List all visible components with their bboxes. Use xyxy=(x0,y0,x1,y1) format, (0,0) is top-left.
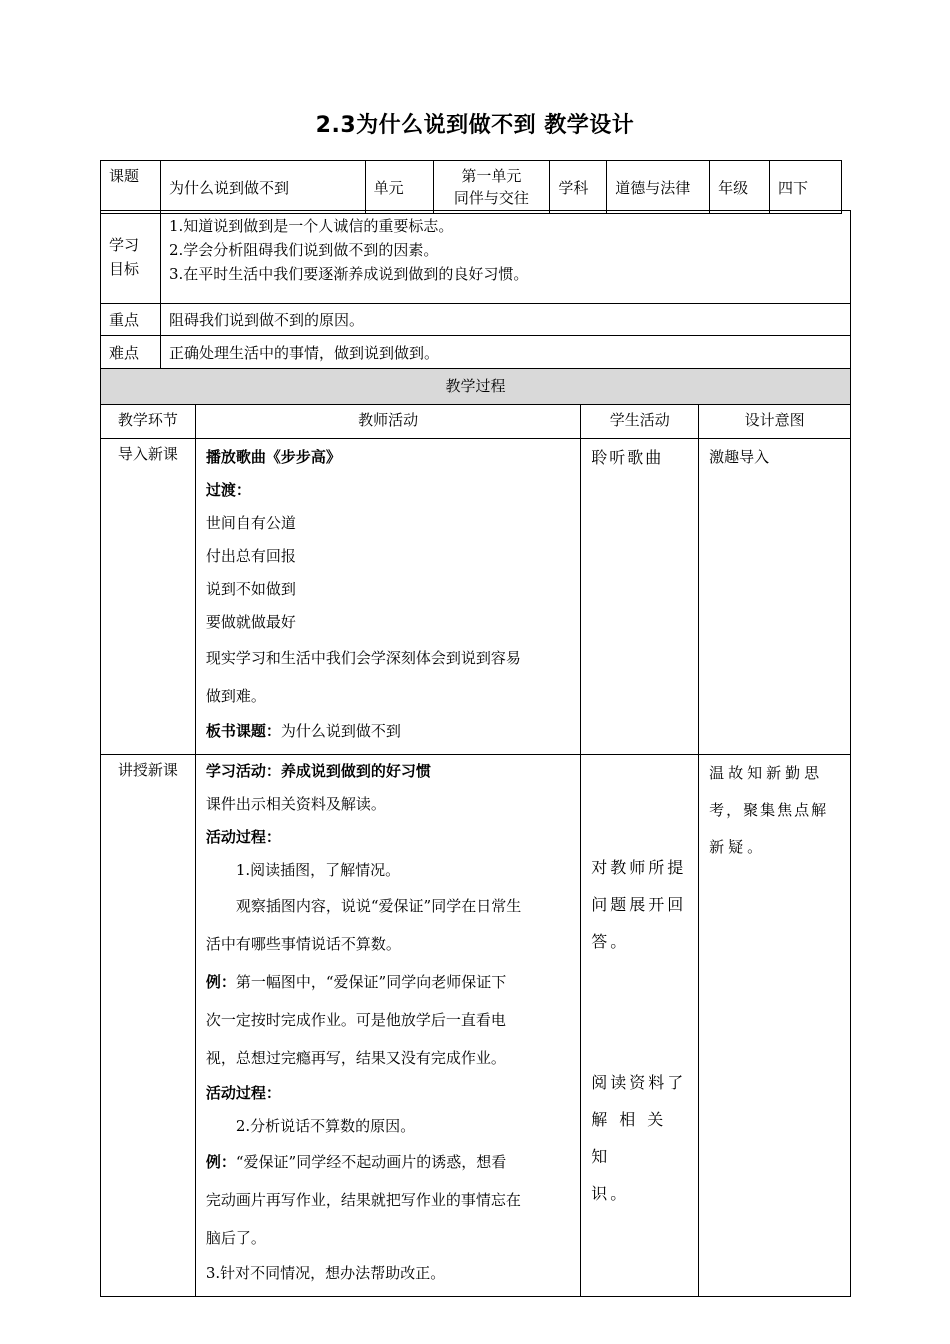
goals-label xyxy=(101,211,161,304)
process-band-row xyxy=(101,369,851,405)
teach-student1-line1: 对教师所提 xyxy=(591,858,687,877)
goals-list xyxy=(161,211,851,304)
teach-example-label: 例： xyxy=(205,973,236,991)
key-value: 阻碍我们说到做不到的原因。 xyxy=(161,304,851,336)
intro-transition-label: 过渡： xyxy=(205,481,251,499)
teach-student-spacer2 xyxy=(591,960,688,1064)
unit-value-line2: 同伴与交往 xyxy=(453,189,529,207)
teach-observe-line2: 活中有哪些事情说话不算数。 xyxy=(205,935,401,953)
teach-step1: 1.阅读插图，了解情况。 xyxy=(235,861,401,879)
grade-label: 年级 xyxy=(710,161,770,214)
goals-row xyxy=(101,211,851,304)
intro-board xyxy=(206,715,570,748)
teach-example2-text1: “爱保证”同学经不起动画片的诱惑，想看 xyxy=(235,1153,507,1171)
intro-reality-line2: 做到难。 xyxy=(205,687,266,705)
goals-label-line1: 学习 xyxy=(109,236,140,254)
teach-process-label: 活动过程： xyxy=(205,828,281,846)
intro-student-text: 聆听歌曲 xyxy=(591,448,664,467)
teach-student2-line2: 解相关知 xyxy=(591,1110,676,1166)
subject-label: 学科 xyxy=(550,161,607,214)
unit-label: 单元 xyxy=(365,161,433,214)
intro-design xyxy=(699,439,851,755)
difficulty-row xyxy=(101,336,851,369)
teach-activity-title: 学习活动：养成说到做到的好习惯 xyxy=(205,762,431,780)
teach-observe-line1: 观察插图内容，说说“爱保证”同学在日常生 xyxy=(235,897,522,915)
teach-design-line2: 考，聚集焦点解 xyxy=(709,801,829,819)
intro-reality-line1: 现实学习和生活中我们会学深刻体会到说到容易 xyxy=(205,649,521,667)
teach-teacher xyxy=(195,755,580,1297)
unit-value xyxy=(433,161,550,214)
teach-example1-line1 xyxy=(206,963,570,1001)
grade-value: 四下 xyxy=(770,161,842,214)
teach-stage: 讲授新课 xyxy=(101,755,196,1297)
info-table xyxy=(100,160,842,214)
process-table xyxy=(100,368,851,1297)
goal-item-1: 1.知道说到做到是一个人诚信的重要标志。 xyxy=(169,217,454,235)
goal-item-3: 3.在平时生活中我们要逐渐养成说到做到的良好习惯。 xyxy=(169,265,529,283)
teach-student xyxy=(581,755,699,1297)
teach-example-label2: 例： xyxy=(205,1153,236,1171)
unit-value-line1: 第一单元 xyxy=(461,167,522,185)
teach-design-line3: 新疑。 xyxy=(709,838,767,856)
teach-example1-text1: 第一幅图中，“爱保证”同学向老师保证下 xyxy=(235,973,507,991)
page-title: 2.3为什么说到做不到 教学设计 xyxy=(315,113,635,138)
goal-item-2: 2.学会分析阻碍我们说到做不到的因素。 xyxy=(169,241,439,259)
teach-design-line1: 温故知新勤思 xyxy=(709,764,824,782)
process-header-row xyxy=(101,405,851,439)
key-row xyxy=(101,304,851,336)
intro-student xyxy=(581,439,699,755)
teach-example2-line2: 完动画片再写作业，结果就把写作业的事情忘在 xyxy=(205,1191,521,1209)
goals-table xyxy=(100,210,851,369)
intro-design-text: 激趣导入 xyxy=(709,448,770,466)
teach-example2-line1 xyxy=(206,1143,570,1181)
teach-courseware: 课件出示相关资料及解读。 xyxy=(205,795,386,813)
info-row xyxy=(101,161,842,214)
teach-design xyxy=(699,755,851,1297)
topic-label: 课题 xyxy=(101,161,161,214)
intro-line-2: 付出总有回报 xyxy=(205,547,296,565)
header-teacher: 教师活动 xyxy=(195,405,580,439)
teach-example2-line3: 脑后了。 xyxy=(205,1229,266,1247)
intro-teacher xyxy=(195,439,580,755)
topic-value: 为什么说到做不到 xyxy=(160,161,365,214)
teach-step3: 3.针对不同情况，想办法帮助改正。 xyxy=(205,1264,446,1282)
teach-row xyxy=(101,755,851,1297)
teach-student1-line2: 问题展开回 xyxy=(591,895,687,914)
key-label: 重点 xyxy=(101,304,161,336)
intro-board-value: 为什么说到做不到 xyxy=(280,722,401,740)
subject-value: 道德与法律 xyxy=(607,161,710,214)
teach-student2-line3: 识。 xyxy=(591,1184,630,1203)
intro-board-label: 板书课题： xyxy=(205,722,281,740)
intro-line-3: 说到不如做到 xyxy=(205,580,296,598)
teach-student-spacer1 xyxy=(591,755,688,849)
header-student: 学生活动 xyxy=(581,405,699,439)
teach-example1-line3: 视，总想过完瘾再写，结果又没有完成作业。 xyxy=(205,1049,506,1067)
intro-stage: 导入新课 xyxy=(101,439,196,755)
intro-line-4: 要做就做最好 xyxy=(205,613,296,631)
header-design: 设计意图 xyxy=(699,405,851,439)
process-band-title: 教学过程 xyxy=(101,369,851,405)
teach-example1-line2: 次一定按时完成作业。可是他放学后一直看电 xyxy=(205,1011,506,1029)
intro-song: 播放歌曲《步步高》 xyxy=(205,448,341,466)
intro-line-1: 世间自有公道 xyxy=(205,514,296,532)
header-stage: 教学环节 xyxy=(101,405,196,439)
teach-student2-line1: 阅读资料了 xyxy=(591,1073,687,1092)
teach-student1-line3: 答。 xyxy=(591,932,630,951)
teach-step2: 2.分析说话不算数的原因。 xyxy=(235,1117,416,1135)
goals-label-line2: 目标 xyxy=(109,260,140,278)
teach-process-label2: 活动过程： xyxy=(205,1084,281,1102)
difficulty-value: 正确处理生活中的事情，做到说到做到。 xyxy=(161,336,851,369)
difficulty-label: 难点 xyxy=(101,336,161,369)
intro-row xyxy=(101,439,851,755)
